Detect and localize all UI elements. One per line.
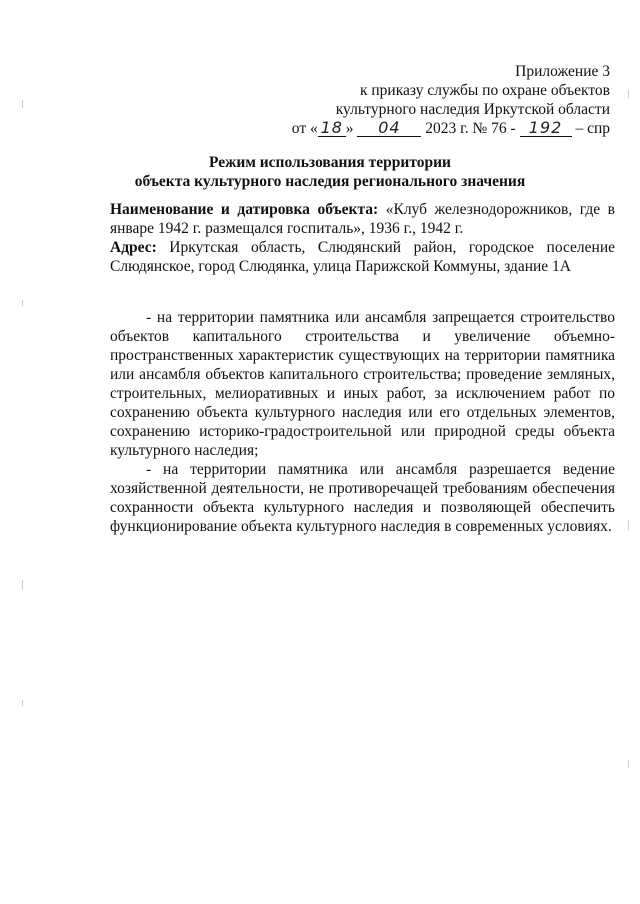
object-name-value: «Клуб железнодорожников, где в январе 1942 г. размещался госпиталь», 1936 г., 1942 г. (110, 201, 615, 237)
order-suffix: – спр (575, 120, 610, 137)
scan-artifact (22, 100, 23, 108)
address-label: Адрес: (110, 239, 157, 256)
scan-artifact (628, 760, 629, 768)
date-day-handwritten: 18 (318, 120, 346, 137)
date-month-handwritten: 04 (357, 120, 421, 137)
address-value: Иркутская область, Слюдянский район, городское поселение Слюдянское, город Слюдянка, улица Парижской Коммуны, здание 1А (110, 239, 616, 275)
paragraph-gap (110, 276, 615, 308)
title-line2: объекта культурного наследия регионального значения (134, 173, 526, 190)
rule-permitted: - на территории памятника или ансамбля разрешается ведение хозяйственной деятельности, не противоречащей требованиям обеспечения сохранности объекта культурного наследия и позволяющей обеспечить функционирование объекта культурного наследия в современных условиях. (110, 461, 615, 535)
title-line1: Режим использования территории (209, 154, 451, 171)
appendix-header (250, 62, 610, 138)
document-title (110, 153, 550, 191)
order-reference-line2: культурного наследия Иркутской области (335, 101, 610, 118)
scan-artifact (628, 520, 629, 530)
rule-prohibited: - на территории памятника или ансамбля запрещается строительство объектов капитального строительства и увеличение объемно-пространственных характеристик существующих на территории памятника или ансамбля объектов капитального строительства; проведение земляных, строительных, мелиоративных и иных работ, за исключением работ по сохранению объекта культурного наследия или его отдельных элементов, сохранению историко-градостроительной или природной среды объекта культурного наследия; (110, 309, 615, 459)
order-reference-line1: к приказу службы по охране объектов (359, 82, 610, 99)
date-year-part: 2023 г. № 76 - (425, 120, 516, 137)
object-name-label: Наименование и датировка объекта: (110, 201, 379, 218)
order-date-line (250, 119, 610, 138)
date-mid: » (345, 120, 354, 137)
scan-artifact (22, 580, 23, 590)
order-number-handwritten: 192 (520, 120, 572, 137)
scan-artifact (22, 700, 23, 706)
address-paragraph (110, 238, 615, 276)
scan-artifact (628, 90, 629, 98)
document-body (110, 200, 615, 536)
object-name-paragraph (110, 200, 615, 238)
date-prefix: от « (291, 120, 318, 137)
appendix-number: Приложение 3 (515, 63, 610, 80)
scan-artifact (22, 300, 23, 306)
